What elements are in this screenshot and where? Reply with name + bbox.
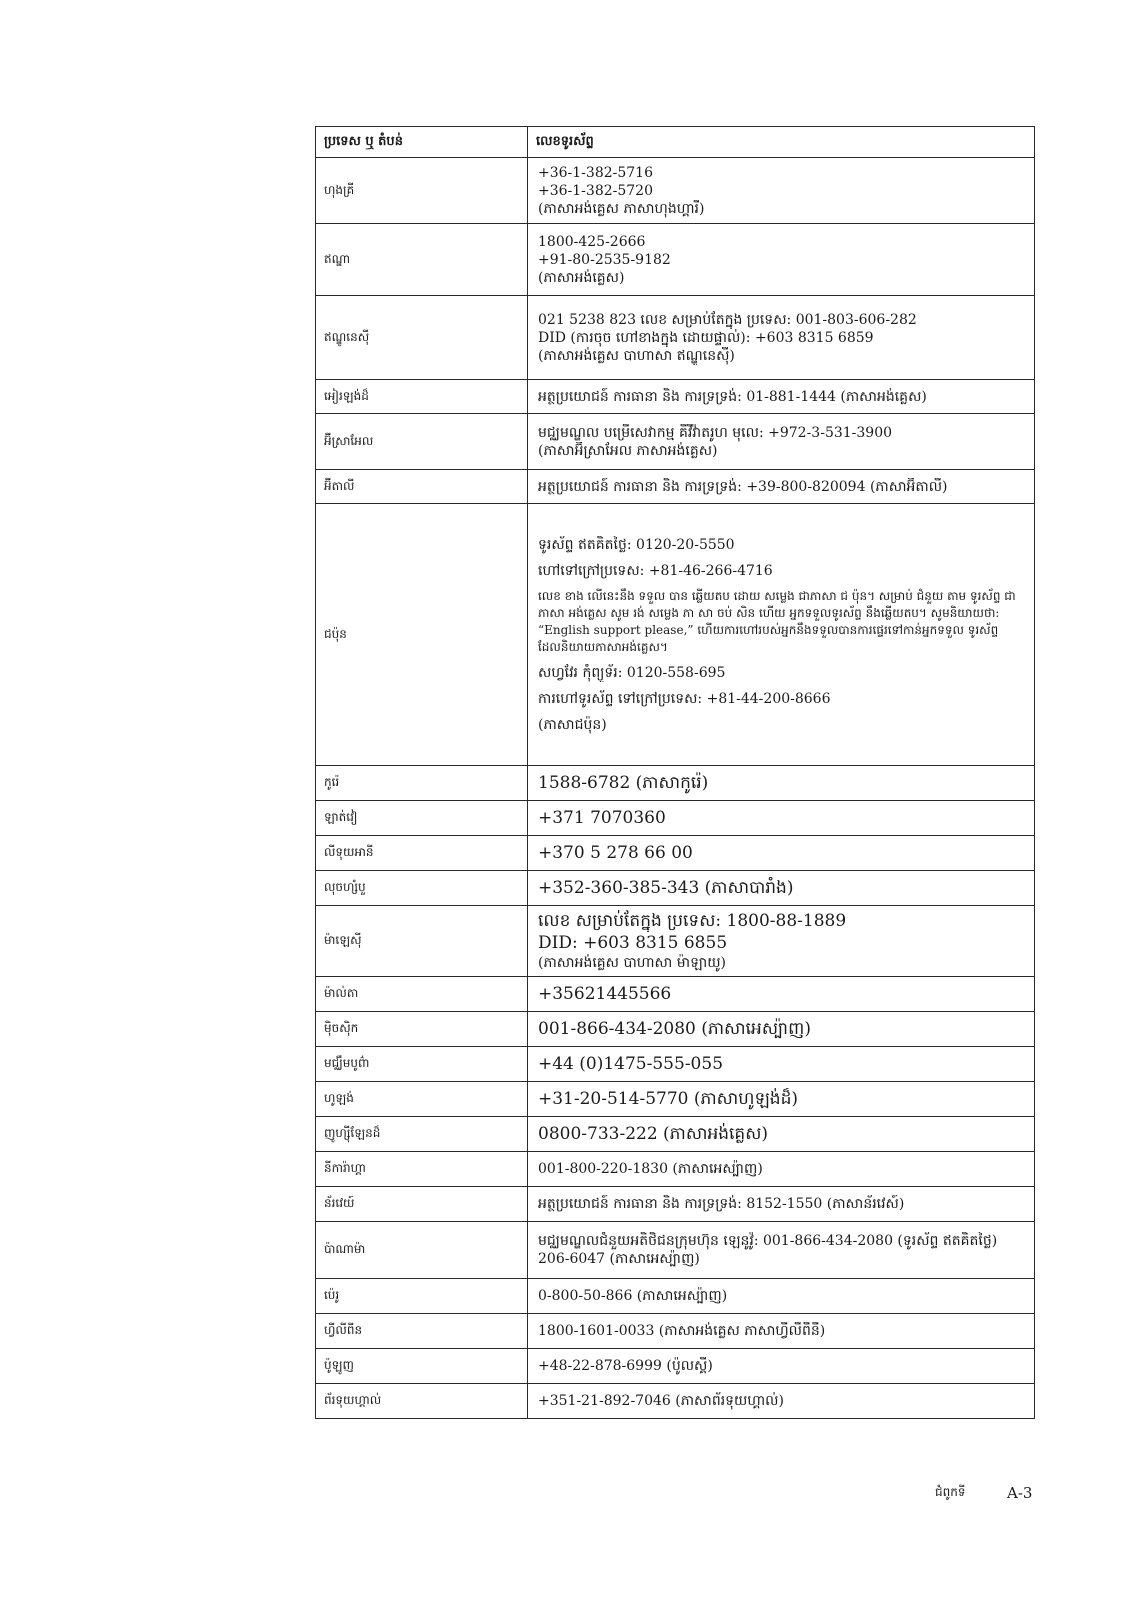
phone-cell bbox=[528, 1047, 1035, 1082]
country-cell: ម៉ាល់តា bbox=[316, 977, 528, 1012]
table-row bbox=[316, 1012, 1035, 1047]
country-cell: ញូហ្ស៊ីឡែនដ៏ bbox=[316, 1117, 528, 1152]
table-header-row bbox=[316, 127, 1035, 158]
phone-line: ទូរស័ព្ទ ឥតគិតថ្លៃ: 0120-20-5550 bbox=[538, 536, 735, 553]
table-row bbox=[316, 871, 1035, 906]
country-cell: ហុងគ្រី bbox=[316, 158, 528, 224]
phone-line: (ភាសាអង់គ្លេស បាហាសា ឥណ្ឌូនេស៊ី) bbox=[538, 347, 735, 364]
column-header-country: ប្រទេស ឬ តំបន់ bbox=[316, 127, 528, 158]
table-row bbox=[316, 470, 1035, 504]
country-cell: ឥណ្ឌូនេស៊ី bbox=[316, 296, 528, 380]
table-row bbox=[316, 1152, 1035, 1187]
phone-line: +371 7070360 bbox=[538, 808, 666, 828]
phone-cell bbox=[528, 836, 1035, 871]
table-row bbox=[316, 414, 1035, 470]
country-cell: ហូឡង់ bbox=[316, 1082, 528, 1117]
phone-line: 021 5238 823 លេខ សម្រាប់តែក្នុង ប្រទេស: 001-803-606-282 bbox=[538, 311, 917, 328]
phone-line: (ភាសាអង់គ្លេស) bbox=[538, 269, 625, 286]
table-row bbox=[316, 1187, 1035, 1222]
phone-cell bbox=[528, 766, 1035, 801]
phone-line: +48-22-878-6999 (ប៉ូលស្គី) bbox=[538, 1358, 713, 1374]
phone-cell bbox=[528, 1314, 1035, 1349]
column-header-phone: លេខទូរស័ព្ទ bbox=[528, 127, 1035, 158]
country-cell: ប៉ូឡូញ bbox=[316, 1349, 528, 1384]
phone-line: 1800-1601-0033 (ភាសាអង់គ្លេស ភាសាហ្វីលីពីនី) bbox=[538, 1323, 826, 1339]
phone-line: សហ្វវែរ កុំព្យូទ័រ: 0120-558-695 bbox=[538, 664, 726, 681]
page-number: A-3 bbox=[1007, 1484, 1033, 1502]
country-cell: ព័រទុយហ្គាល់ bbox=[316, 1384, 528, 1419]
country-cell: អ៊ីតាលី bbox=[316, 470, 528, 504]
country-cell: កូរ៉េ bbox=[316, 766, 528, 801]
phone-line: +36-1-382-5716 bbox=[538, 164, 653, 181]
phone-cell bbox=[528, 504, 1035, 766]
table-row bbox=[316, 1222, 1035, 1279]
phone-line: +352-360-385-343 (ភាសាបារាំង) bbox=[538, 878, 794, 898]
table-row bbox=[316, 1314, 1035, 1349]
country-cell: ឡាត់វៀ bbox=[316, 801, 528, 836]
country-cell: ន័រវេយ៍ bbox=[316, 1187, 528, 1222]
table-row bbox=[316, 1384, 1035, 1419]
phone-cell bbox=[528, 871, 1035, 906]
phone-cell bbox=[528, 977, 1035, 1012]
table-row bbox=[316, 1349, 1035, 1384]
table-row bbox=[316, 836, 1035, 871]
table-row bbox=[316, 158, 1035, 224]
phone-cell bbox=[528, 1012, 1035, 1047]
table-row bbox=[316, 380, 1035, 414]
table-row bbox=[316, 766, 1035, 801]
phone-line: (ភាសាអ៊ីស្រាអែល ភាសាអង់គ្លេស) bbox=[538, 442, 718, 459]
phone-cell bbox=[528, 1384, 1035, 1419]
phone-line: +370 5 278 66 00 bbox=[538, 843, 693, 863]
phone-line: 001-800-220-1830 (ភាសាអេស្ប៉ាញ) bbox=[538, 1161, 763, 1177]
phone-line: (ភាសាអង់គ្លេស បាហាសា ម៉ាឡាយូ) bbox=[538, 955, 726, 971]
table-row bbox=[316, 1047, 1035, 1082]
country-cell: ជប៉ុន bbox=[316, 504, 528, 766]
phone-cell bbox=[528, 1082, 1035, 1117]
phone-cell bbox=[528, 1349, 1035, 1384]
table-row bbox=[316, 1117, 1035, 1152]
country-cell: ម៉ិចស៊ិក bbox=[316, 1012, 528, 1047]
phone-cell bbox=[528, 1187, 1035, 1222]
phone-cell bbox=[528, 1152, 1035, 1187]
phone-line: ហៅទៅក្រៅប្រទេស: +81-46-266-4716 bbox=[538, 562, 773, 579]
country-cell: លីទុយអានី bbox=[316, 836, 528, 871]
table-row bbox=[316, 504, 1035, 766]
table-row bbox=[316, 801, 1035, 836]
country-cell: លុចហ្សំបួ bbox=[316, 871, 528, 906]
country-cell: ប៉េរូ bbox=[316, 1279, 528, 1314]
phone-line: 1800-425-2666 bbox=[538, 233, 646, 250]
table-row bbox=[316, 224, 1035, 296]
phone-line: +91-80-2535-9182 bbox=[538, 251, 671, 268]
phone-line: +36-1-382-5720 bbox=[538, 182, 653, 199]
phone-line: DID (ការចុច ហៅខាងក្នុង ដោយផ្ទាល់): +603 8315 6859 bbox=[538, 329, 874, 346]
support-phone-table bbox=[315, 126, 1035, 1419]
phone-line: លេខ សម្រាប់តែក្នុង ប្រទេស: 1800-88-1889 bbox=[538, 911, 847, 931]
table-row bbox=[316, 906, 1035, 977]
country-cell: ឥណ្ឌា bbox=[316, 224, 528, 296]
table-row bbox=[316, 1279, 1035, 1314]
phone-line: 1588-6782 (ភាសាកូរ៉េ) bbox=[538, 773, 709, 793]
phone-line: 0-800-50-866 (ភាសាអេស្ប៉ាញ) bbox=[538, 1288, 728, 1304]
phone-line: មជ្ឈមណ្ឌលជំនួយអតិថិជនក្រុមហ៊ុន ឡេនូវ៉ូ: 001-866-434-2080 (ទូរស័ព្ទ ឥតគិតថ្លៃ) bbox=[538, 1233, 998, 1249]
phone-cell bbox=[528, 1222, 1035, 1279]
phone-line: អត្ថប្រយោជន៍ ការធានា និង ការទ្រទ្រង់: 01-881-1444 (ភាសាអង់គ្លេស) bbox=[538, 388, 927, 405]
phone-line: 206-6047 (ភាសាអេស្ប៉ាញ) bbox=[538, 1251, 700, 1267]
phone-line: អត្ថប្រយោជន៍ ការធានា និង ការទ្រទ្រង់: +39-800-820094 (ភាសាអ៊ីតាលី) bbox=[538, 478, 948, 495]
phone-line: +44 (0)1475-555-055 bbox=[538, 1054, 724, 1074]
table-row bbox=[316, 977, 1035, 1012]
phone-cell bbox=[528, 1279, 1035, 1314]
phone-line: អត្ថប្រយោជន៍ ការធានា និង ការទ្រទ្រង់: 8152-1550 (ភាសាន័រវេស៍) bbox=[538, 1196, 905, 1212]
phone-cell bbox=[528, 296, 1035, 380]
phone-line: DID: +603 8315 6855 bbox=[538, 933, 728, 953]
phone-cell bbox=[528, 380, 1035, 414]
phone-cell bbox=[528, 158, 1035, 224]
country-cell: នីការ៉ាហ្គា bbox=[316, 1152, 528, 1187]
phone-cell bbox=[528, 224, 1035, 296]
country-cell: ហ្វីលីពីន bbox=[316, 1314, 528, 1349]
phone-cell bbox=[528, 414, 1035, 470]
country-cell: ម៉ាឡេស៊ី bbox=[316, 906, 528, 977]
phone-cell bbox=[528, 470, 1035, 504]
phone-line: លេខ ខាង លើនេះនឹង ទទួល បាន ឆ្លើយតប ដោយ សម្លេង ជាភាសា ជ ប៉ុន។ សម្រាប់ ជំនួយ តាម ទូរស័ព្ទ ជាភាសា អង់គ្លេស សូម រង់ សម្លេង ភា សា ចប់ សិន ហើយ អ្នកទទួលទូរស័ព្ទ នឹងឆ្លើយតប។ សូមនិយាយថា: “English support please,” ហើយការហៅរបស់អ្នកនឹងទទួលបានការផ្ទេរទៅកាន់អ្នកទទួល ទូរស័ព្ទ ដែលនិយាយភាសាអង់គ្លេស។ bbox=[538, 588, 1016, 654]
phone-line: +351-21-892-7046 (ភាសាព័រទុយហ្គាល់) bbox=[538, 1393, 784, 1409]
phone-line: +31-20-514-5770 (ភាសាហូឡង់ដ៏) bbox=[538, 1089, 799, 1109]
phone-line: (ភាសាអង់គ្លេស ភាសាហុងហ្គារី) bbox=[538, 200, 705, 217]
page-footer bbox=[0, 1484, 1132, 1504]
table-body bbox=[316, 158, 1035, 1419]
phone-cell bbox=[528, 906, 1035, 977]
phone-cell bbox=[528, 1117, 1035, 1152]
table-row bbox=[316, 1082, 1035, 1117]
phone-line: +35621445566 bbox=[538, 984, 672, 1004]
country-cell: អ៊ីស្រាអែល bbox=[316, 414, 528, 470]
country-cell: ប៉ាណាម៉ា bbox=[316, 1222, 528, 1279]
table-row bbox=[316, 296, 1035, 380]
phone-line: (ភាសាជប៉ុន) bbox=[538, 716, 607, 733]
phone-line: 001-866-434-2080 (ភាសាអេស្ប៉ាញ) bbox=[538, 1019, 811, 1039]
footer-label: ជំពូកទី bbox=[935, 1485, 966, 1499]
phone-line: ការហៅទូរស័ព្ទ ទៅក្រៅប្រទេស: +81-44-200-8666 bbox=[538, 690, 831, 707]
phone-cell bbox=[528, 801, 1035, 836]
country-cell: អៀរឡង់ដ៏ bbox=[316, 380, 528, 414]
phone-line: មជ្ឈមណ្ឌល បម្រើសេវាកម្ម គីវីវ៉ាតរូហ មុលេ: +972-3-531-3900 bbox=[538, 424, 893, 441]
phone-line: 0800-733-222 (ភាសាអង់គ្លេស) bbox=[538, 1124, 769, 1144]
country-cell: មជ្ឈឹមបូព៌ា bbox=[316, 1047, 528, 1082]
